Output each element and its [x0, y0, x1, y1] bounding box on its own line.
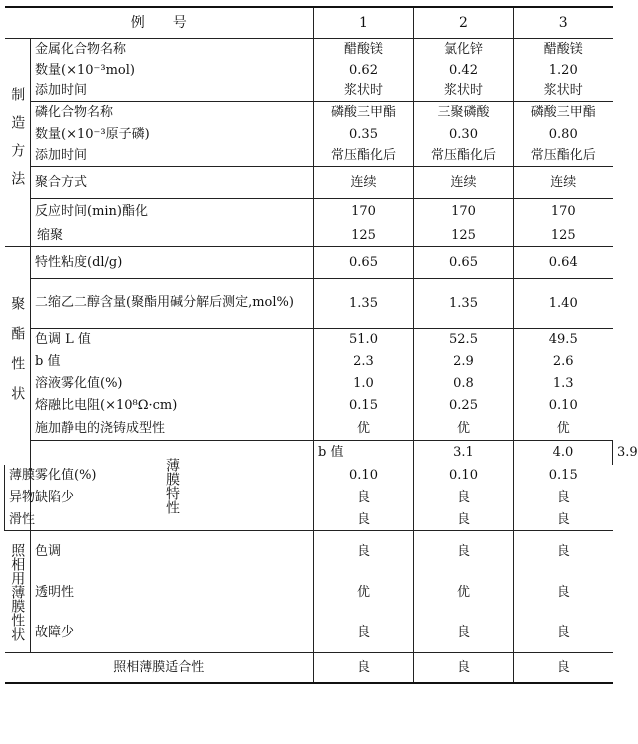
- cell: 优: [414, 573, 514, 613]
- cell: 125: [414, 225, 514, 247]
- header-example-no: 例 号: [5, 7, 314, 39]
- group-photo-film-label: 照相用薄膜性状: [9, 542, 26, 641]
- row-label: 反应时间(min)酯化: [31, 199, 314, 225]
- cell: 良: [314, 487, 414, 509]
- cell: 优: [314, 417, 414, 441]
- table-row: [5, 247, 613, 279]
- cell: 连续: [314, 167, 414, 199]
- header-col-1: 1: [314, 7, 414, 39]
- row-label: 聚合方式: [31, 167, 314, 199]
- cell: 良: [414, 653, 514, 683]
- cell: 0.10: [314, 465, 414, 487]
- row-label: 金属化合物名称: [31, 39, 314, 60]
- header-row: [5, 7, 613, 39]
- cell: 良: [514, 531, 613, 573]
- cell: 氯化锌: [414, 39, 514, 60]
- cell: 0.64: [514, 247, 613, 279]
- table-row: [5, 124, 613, 145]
- cell: 良: [514, 487, 613, 509]
- cell: 2.3: [314, 351, 414, 373]
- cell: 醋酸镁: [314, 39, 414, 60]
- cell: 0.10: [514, 395, 613, 417]
- cell: 1.20: [514, 60, 613, 81]
- table-row: [5, 613, 613, 653]
- cell: 1.3: [514, 373, 613, 395]
- cell: 2.9: [414, 351, 514, 373]
- row-label: 色调: [31, 531, 314, 573]
- table-row: [5, 329, 613, 351]
- cell: 51.0: [314, 329, 414, 351]
- data-table: [4, 6, 638, 684]
- cell: 0.62: [314, 60, 414, 81]
- table-row: [5, 373, 613, 395]
- cell: 0.15: [514, 465, 613, 487]
- row-label: 照相薄膜适合性: [5, 653, 314, 683]
- table-row: [5, 417, 613, 441]
- table-row: [5, 81, 613, 102]
- row-label: 数量(×10⁻³原子磷): [31, 124, 314, 145]
- row-label: 缩聚: [31, 225, 314, 247]
- table-row: [5, 145, 613, 167]
- cell: 1.35: [414, 279, 514, 329]
- cell: 良: [414, 509, 514, 531]
- cell: 170: [414, 199, 514, 225]
- row-label: 添加时间: [31, 145, 314, 167]
- cell: 125: [514, 225, 613, 247]
- group-manufacturing: [5, 39, 31, 247]
- table-row: [5, 279, 613, 329]
- table-row: [5, 39, 613, 60]
- row-label: 薄膜雾化值(%): [5, 465, 31, 487]
- group-polyester: [5, 247, 31, 465]
- cell: 1.40: [514, 279, 613, 329]
- cell: 125: [314, 225, 414, 247]
- cell: 浆状时: [414, 81, 514, 102]
- row-label: 添加时间: [31, 81, 314, 102]
- table-row: [5, 531, 613, 573]
- cell: 常压酯化后: [414, 145, 514, 167]
- cell: 良: [514, 573, 613, 613]
- cell: 磷酸三甲酯: [514, 102, 613, 124]
- group-manufacturing-label: 制造方法: [9, 86, 26, 199]
- cell: 良: [514, 653, 613, 683]
- cell: 连续: [514, 167, 613, 199]
- row-label: 二缩乙二醇含量(聚酯用碱分解后测定,mol%): [31, 279, 314, 329]
- cell: 浆状时: [314, 81, 414, 102]
- cell: 良: [314, 653, 414, 683]
- header-col-3: 3: [514, 7, 613, 39]
- cell: 0.25: [414, 395, 514, 417]
- row-label: 施加静电的浇铸成型性: [31, 417, 314, 441]
- cell: 0.8: [414, 373, 514, 395]
- table-row: [5, 225, 613, 247]
- cell: 170: [314, 199, 414, 225]
- row-label: 滑性: [5, 509, 31, 531]
- row-label: 磷化合物名称: [31, 102, 314, 124]
- cell: 4.0: [514, 441, 613, 465]
- row-label: 熔融比电阻(×10⁸Ω·cm): [31, 395, 314, 417]
- cell: 0.42: [414, 60, 514, 81]
- table-row: 薄膜特性 b 值 3.1 4.0 3.9: [5, 441, 613, 465]
- table-row: [5, 199, 613, 225]
- cell: 170: [514, 199, 613, 225]
- cell: 优: [314, 573, 414, 613]
- group-photo-film: [5, 531, 31, 653]
- cell: 0.65: [414, 247, 514, 279]
- cell: 醋酸镁: [514, 39, 613, 60]
- group-film: [31, 441, 314, 531]
- cell: 常压酯化后: [514, 145, 613, 167]
- cell: 0.30: [414, 124, 514, 145]
- group-polyester-label: 聚酯性状: [9, 295, 26, 416]
- cell: 0.65: [314, 247, 414, 279]
- row-label: b 值: [314, 441, 414, 465]
- cell: 0.15: [314, 395, 414, 417]
- cell: 优: [414, 417, 514, 441]
- table-row: [5, 351, 613, 373]
- cell: 良: [314, 613, 414, 653]
- table-row: [5, 573, 613, 613]
- cell: 2.6: [514, 351, 613, 373]
- cell: 三聚磷酸: [414, 102, 514, 124]
- row-label: 异物缺陷少: [5, 487, 31, 509]
- cell: 3.1: [414, 441, 514, 465]
- cell: 连续: [414, 167, 514, 199]
- cell: 磷酸三甲酯: [314, 102, 414, 124]
- row-label: 溶液雾化值(%): [31, 373, 314, 395]
- row-label: 故障少: [31, 613, 314, 653]
- cell: 1.35: [314, 279, 414, 329]
- cell: 0.80: [514, 124, 613, 145]
- cell: 优: [514, 417, 613, 441]
- row-label: 特性粘度(dl/g): [31, 247, 314, 279]
- cell: 常压酯化后: [314, 145, 414, 167]
- cell: 浆状时: [514, 81, 613, 102]
- cell: 良: [514, 509, 613, 531]
- table-row: [5, 102, 613, 124]
- header-col-2: 2: [414, 7, 514, 39]
- cell: 良: [414, 613, 514, 653]
- group-film-label: 薄膜特性: [164, 457, 181, 514]
- row-label: 数量(×10⁻³mol): [31, 60, 314, 81]
- row-label: 透明性: [31, 573, 314, 613]
- cell: 0.10: [414, 465, 514, 487]
- table-row: [5, 60, 613, 81]
- cell: 良: [314, 531, 414, 573]
- row-label: b 值: [31, 351, 314, 373]
- row-label: 色调 L 值: [31, 329, 314, 351]
- cell: 0.35: [314, 124, 414, 145]
- cell: 49.5: [514, 329, 613, 351]
- cell: 良: [314, 509, 414, 531]
- table-row: [5, 653, 613, 683]
- cell: 1.0: [314, 373, 414, 395]
- cell: 良: [514, 613, 613, 653]
- cell: 52.5: [414, 329, 514, 351]
- cell: 良: [414, 531, 514, 573]
- table-row: [5, 167, 613, 199]
- cell: 良: [414, 487, 514, 509]
- table-row: [5, 395, 613, 417]
